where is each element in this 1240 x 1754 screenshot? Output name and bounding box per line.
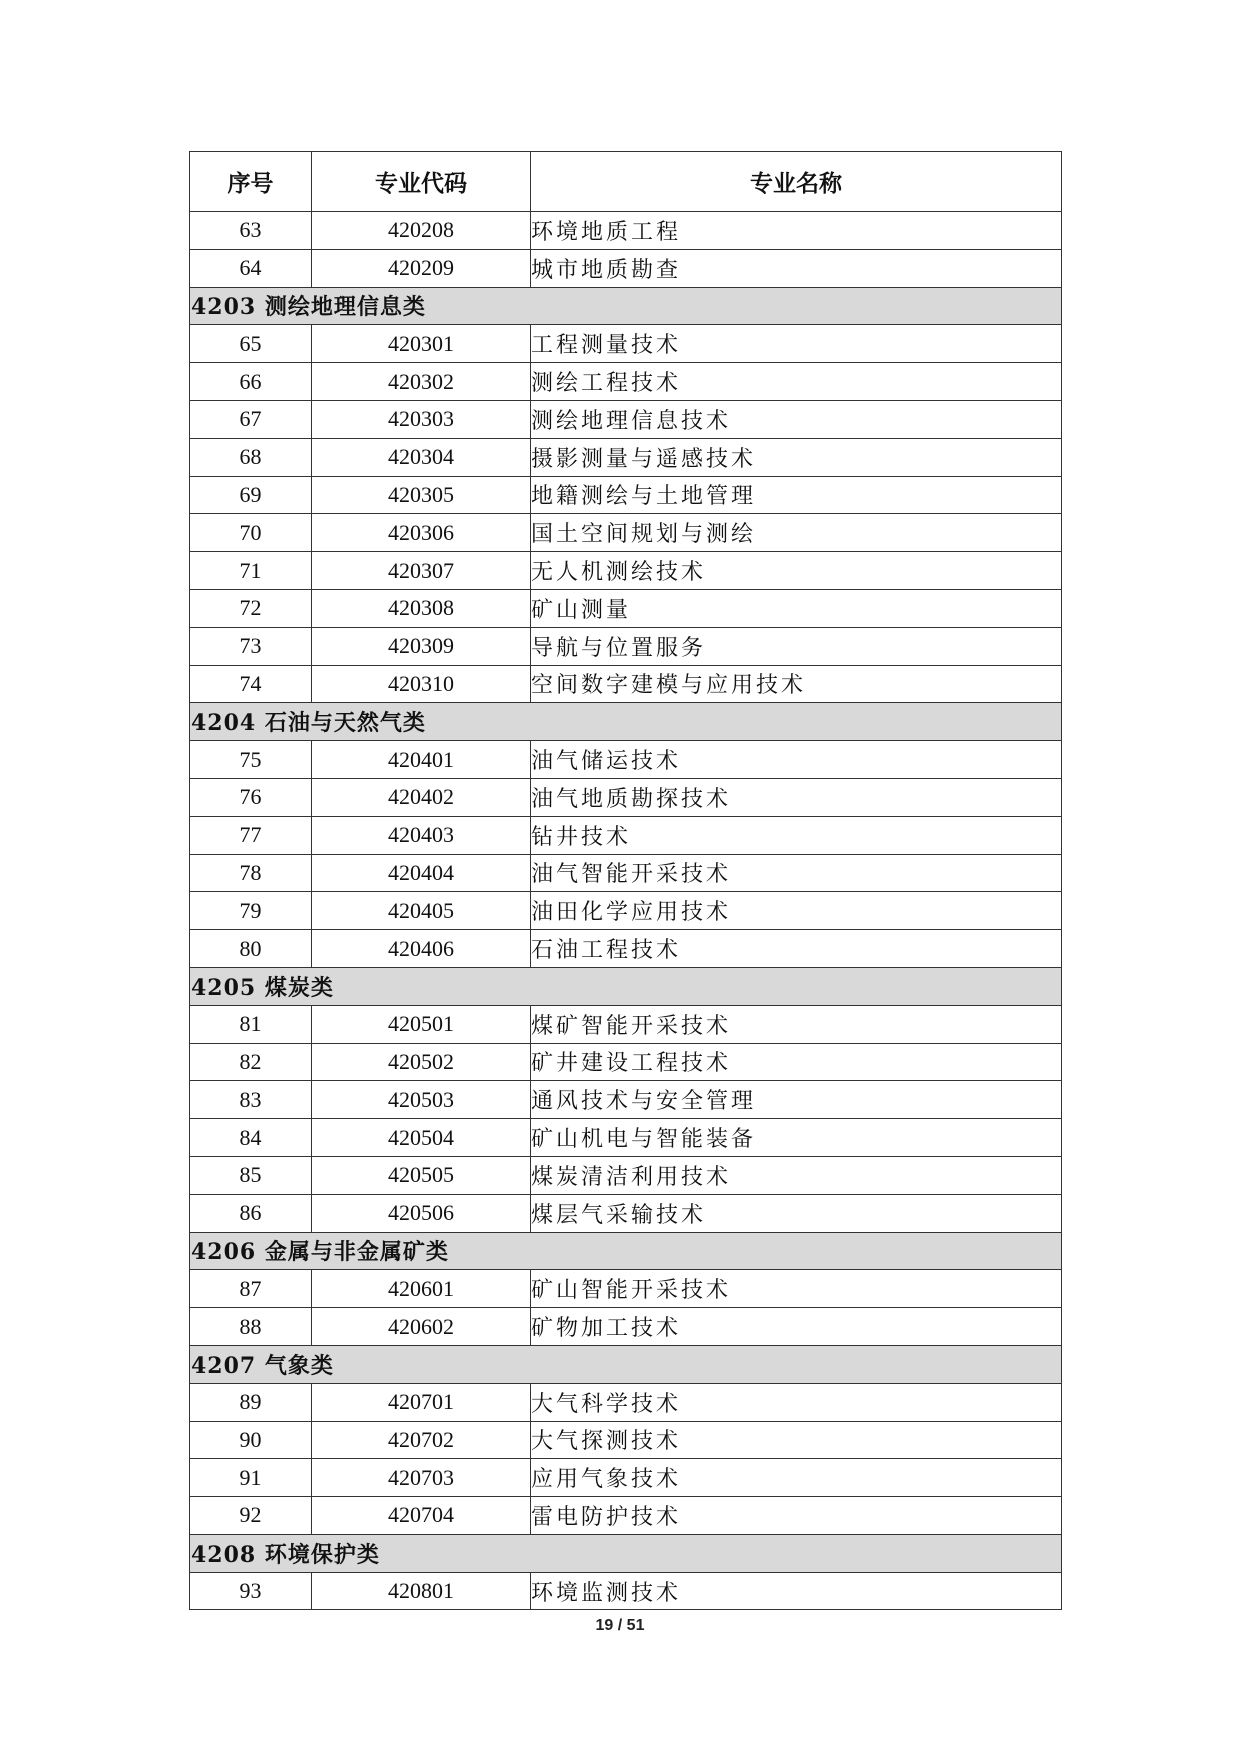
table-row — [190, 816, 1062, 854]
row-code: 420504 — [312, 1119, 531, 1157]
table-row — [190, 589, 1062, 627]
row-code: 420505 — [312, 1156, 531, 1194]
row-name: 雷电防护技术 — [531, 1497, 1062, 1535]
row-name: 矿山智能开采技术 — [531, 1270, 1062, 1308]
table-header — [190, 152, 1062, 212]
row-code: 420308 — [312, 589, 531, 627]
row-name: 大气探测技术 — [531, 1421, 1062, 1459]
row-code: 420309 — [312, 627, 531, 665]
row-name: 矿井建设工程技术 — [531, 1043, 1062, 1081]
row-seq: 84 — [190, 1119, 312, 1157]
table-row — [190, 1421, 1062, 1459]
row-seq: 65 — [190, 325, 312, 363]
header-code: 专业代码 — [312, 152, 531, 212]
row-code: 420303 — [312, 400, 531, 438]
row-seq: 80 — [190, 930, 312, 968]
category-label: 4206 金属与非金属矿类 — [190, 1232, 1062, 1270]
table-row — [190, 325, 1062, 363]
row-seq: 63 — [190, 212, 312, 250]
category-label: 4205 煤炭类 — [190, 967, 1062, 1005]
row-code: 420306 — [312, 514, 531, 552]
row-seq: 89 — [190, 1383, 312, 1421]
row-name: 油气储运技术 — [531, 741, 1062, 779]
row-code: 420704 — [312, 1497, 531, 1535]
category-label: 4203 测绘地理信息类 — [190, 287, 1062, 325]
category-row — [190, 1232, 1062, 1270]
category-label: 4204 石油与天然气类 — [190, 703, 1062, 741]
row-code: 420602 — [312, 1308, 531, 1346]
category-row — [190, 967, 1062, 1005]
table-row — [190, 1383, 1062, 1421]
row-seq: 83 — [190, 1081, 312, 1119]
row-name: 煤矿智能开采技术 — [531, 1005, 1062, 1043]
row-seq: 64 — [190, 249, 312, 287]
row-seq: 77 — [190, 816, 312, 854]
row-name: 通风技术与安全管理 — [531, 1081, 1062, 1119]
table-row — [190, 1497, 1062, 1535]
row-name: 矿山测量 — [531, 589, 1062, 627]
table-row — [190, 778, 1062, 816]
row-seq: 73 — [190, 627, 312, 665]
table-row — [190, 854, 1062, 892]
row-name: 油气地质勘探技术 — [531, 778, 1062, 816]
row-seq: 86 — [190, 1194, 312, 1232]
table-row — [190, 514, 1062, 552]
row-code: 420301 — [312, 325, 531, 363]
table-row — [190, 1081, 1062, 1119]
table-row — [190, 1156, 1062, 1194]
row-name: 环境监测技术 — [531, 1572, 1062, 1610]
row-seq: 93 — [190, 1572, 312, 1610]
majors-table — [189, 151, 1062, 1610]
row-seq: 82 — [190, 1043, 312, 1081]
row-name: 矿山机电与智能装备 — [531, 1119, 1062, 1157]
row-seq: 87 — [190, 1270, 312, 1308]
page-number: 19 / 51 — [595, 1617, 645, 1634]
row-seq: 74 — [190, 665, 312, 703]
row-name: 导航与位置服务 — [531, 627, 1062, 665]
row-code: 420310 — [312, 665, 531, 703]
row-code: 420703 — [312, 1459, 531, 1497]
table-body — [190, 212, 1062, 1610]
row-name: 大气科学技术 — [531, 1383, 1062, 1421]
row-name: 石油工程技术 — [531, 930, 1062, 968]
row-seq: 66 — [190, 363, 312, 401]
row-seq: 71 — [190, 552, 312, 590]
table-row — [190, 1194, 1062, 1232]
table-row — [190, 1005, 1062, 1043]
table-row — [190, 665, 1062, 703]
row-name: 测绘工程技术 — [531, 363, 1062, 401]
table-row — [190, 741, 1062, 779]
row-code: 420209 — [312, 249, 531, 287]
row-code: 420502 — [312, 1043, 531, 1081]
row-code: 420302 — [312, 363, 531, 401]
row-code: 420208 — [312, 212, 531, 250]
row-code: 420402 — [312, 778, 531, 816]
table-row — [190, 249, 1062, 287]
row-seq: 70 — [190, 514, 312, 552]
row-code: 420403 — [312, 816, 531, 854]
row-code: 420801 — [312, 1572, 531, 1610]
row-code: 420307 — [312, 552, 531, 590]
row-seq: 88 — [190, 1308, 312, 1346]
row-seq: 81 — [190, 1005, 312, 1043]
table-row — [190, 476, 1062, 514]
row-code: 420406 — [312, 930, 531, 968]
category-row — [190, 703, 1062, 741]
row-name: 煤层气采输技术 — [531, 1194, 1062, 1232]
row-code: 420506 — [312, 1194, 531, 1232]
row-name: 无人机测绘技术 — [531, 552, 1062, 590]
table-row — [190, 552, 1062, 590]
row-seq: 85 — [190, 1156, 312, 1194]
row-seq: 92 — [190, 1497, 312, 1535]
row-name: 应用气象技术 — [531, 1459, 1062, 1497]
header-seq: 序号 — [190, 152, 312, 212]
row-name: 工程测量技术 — [531, 325, 1062, 363]
row-name: 城市地质勘查 — [531, 249, 1062, 287]
row-name: 摄影测量与遥感技术 — [531, 438, 1062, 476]
row-code: 420701 — [312, 1383, 531, 1421]
row-seq: 76 — [190, 778, 312, 816]
row-code: 420404 — [312, 854, 531, 892]
table-row — [190, 1572, 1062, 1610]
row-seq: 68 — [190, 438, 312, 476]
table-row — [190, 1270, 1062, 1308]
row-seq: 72 — [190, 589, 312, 627]
row-name: 油田化学应用技术 — [531, 892, 1062, 930]
table-row — [190, 1119, 1062, 1157]
table-row — [190, 212, 1062, 250]
row-name: 地籍测绘与土地管理 — [531, 476, 1062, 514]
row-code: 420501 — [312, 1005, 531, 1043]
row-code: 420601 — [312, 1270, 531, 1308]
table-row — [190, 627, 1062, 665]
table-row — [190, 930, 1062, 968]
row-name: 国土空间规划与测绘 — [531, 514, 1062, 552]
category-row — [190, 1345, 1062, 1383]
row-name: 空间数字建模与应用技术 — [531, 665, 1062, 703]
row-seq: 79 — [190, 892, 312, 930]
table-row — [190, 1308, 1062, 1346]
row-seq: 78 — [190, 854, 312, 892]
table-row — [190, 438, 1062, 476]
category-label: 4207 气象类 — [190, 1345, 1062, 1383]
table-row — [190, 400, 1062, 438]
row-name: 煤炭清洁利用技术 — [531, 1156, 1062, 1194]
row-code: 420503 — [312, 1081, 531, 1119]
category-label: 4208 环境保护类 — [190, 1534, 1062, 1572]
header-name: 专业名称 — [531, 152, 1062, 212]
row-code: 420305 — [312, 476, 531, 514]
row-name: 钻井技术 — [531, 816, 1062, 854]
row-name: 环境地质工程 — [531, 212, 1062, 250]
table-row — [190, 1459, 1062, 1497]
header-row — [190, 152, 1062, 212]
row-code: 420401 — [312, 741, 531, 779]
row-seq: 91 — [190, 1459, 312, 1497]
table-row — [190, 363, 1062, 401]
row-seq: 75 — [190, 741, 312, 779]
row-code: 420702 — [312, 1421, 531, 1459]
row-seq: 90 — [190, 1421, 312, 1459]
row-name: 测绘地理信息技术 — [531, 400, 1062, 438]
table-row — [190, 1043, 1062, 1081]
category-row — [190, 1534, 1062, 1572]
row-code: 420304 — [312, 438, 531, 476]
category-row — [190, 287, 1062, 325]
row-seq: 69 — [190, 476, 312, 514]
table-row — [190, 892, 1062, 930]
row-code: 420405 — [312, 892, 531, 930]
row-name: 油气智能开采技术 — [531, 854, 1062, 892]
row-name: 矿物加工技术 — [531, 1308, 1062, 1346]
row-seq: 67 — [190, 400, 312, 438]
